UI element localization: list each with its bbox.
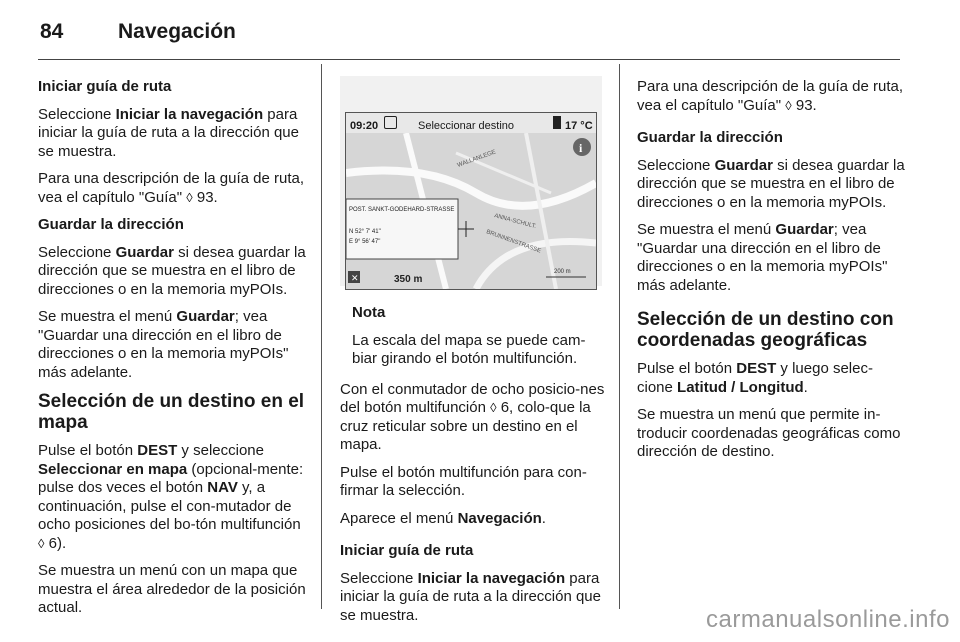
scale-distance: 350 m (394, 274, 423, 285)
paragraph: Para una descripción de la guía de ruta, vea el capítulo "Guía" ◊ 93. (637, 78, 904, 114)
paragraph: Seleccione Guardar si desea guardar la dirección que se muestra en el libro de direcciones o en la memoria myPOIs. (637, 156, 905, 211)
column-divider (619, 64, 620, 609)
map-graphic (346, 133, 596, 289)
menu-term: Iniciar la navegación (115, 105, 264, 123)
note-title: Nota (352, 304, 386, 321)
paragraph: Se muestra el menú Guardar; vea "Guardar una dirección en el libro de direcciones o en la memoria myPOIs" más adelante. (38, 308, 289, 381)
paragraph: Seleccione Iniciar la navegación para iniciar la guía de ruta a la dirección que se muestra. (340, 569, 601, 624)
nav-status-icon (384, 116, 397, 129)
paragraph: Con el conmutador de ocho posicio-nes del botón multifunción ◊ 6, colo-que la cruz reticular sobre un destino en el mapa. (340, 380, 605, 453)
temperature: 17 °C (565, 120, 593, 132)
note-text: La escala del mapa se puede cam-biar girando el botón multifunción. (352, 331, 586, 367)
section-title-map-destination: Selección de un destino en el mapa (38, 391, 305, 433)
page-header (38, 14, 900, 58)
paragraph: Pulse el botón multifunción para con-firmar la selección. (340, 463, 587, 499)
header-divider (38, 59, 900, 60)
reference-arrow-icon: ◊ (186, 189, 193, 205)
street-label: ANNA-SCHULT. (493, 213, 537, 231)
paragraph: Se muestra un menú que permite in-troducir coordenadas geográficas como dirección de destino. (637, 406, 901, 460)
note (352, 304, 605, 369)
paragraph: Aparece el menú Navegación. (340, 509, 546, 527)
nav-screen (345, 112, 597, 290)
page-number: 84 (40, 20, 64, 43)
paragraph: Pulse el botón DEST y luego selec-cione Latitud / Longitud. (637, 360, 873, 396)
clock: 09:20 (350, 120, 379, 132)
popup-longitude: E 9° 56' 47" (349, 239, 381, 245)
paragraph: Se muestra el menú Guardar; vea "Guardar una dirección en el libro de direcciones o en la memoria myPOIs" más adelante. (637, 221, 888, 294)
thermometer-icon (553, 116, 561, 129)
close-icon-glyph: ✕ (351, 273, 359, 283)
reference-arrow-icon: ◊ (785, 97, 792, 113)
reference-arrow-icon: ◊ (38, 535, 45, 551)
popup-latitude: N 52° 7' 41" (349, 229, 381, 235)
street-label: BRUNNENSTRASSE (485, 229, 542, 255)
paragraph: Seleccione Iniciar la navegación para iniciar la guía de ruta a la dirección que se muestra. (38, 105, 299, 160)
column-left (38, 78, 308, 627)
scale-bar-label: 200 m (554, 269, 571, 275)
column-divider (321, 64, 322, 609)
info-icon-glyph: i (579, 141, 583, 155)
watermark: carmanualsonline.info (706, 606, 950, 633)
subheading-start-route: Iniciar guía de ruta (38, 78, 172, 95)
navigation-screenshot (340, 76, 602, 286)
column-right (637, 78, 907, 471)
popup-street: POST. SANKT-GODEHARD-STRASSE (349, 207, 455, 213)
street-label: WALLANLEGE (456, 149, 497, 169)
subheading-save-address: Guardar la dirección (637, 129, 783, 146)
page-title: Navegación (118, 20, 236, 43)
screen-title: Seleccionar destino (418, 120, 515, 132)
subheading-start-route: Iniciar guía de ruta (340, 542, 474, 559)
section-title-coordinates: Selección de un destino con coordenadas geográficas (637, 309, 894, 351)
map-view (346, 133, 596, 289)
subheading-save-address: Guardar la dirección (38, 216, 184, 233)
menu-term: Guardar (176, 308, 235, 325)
paragraph: Se muestra un menú con un mapa que muestra el área alrededor de la posición actual. (38, 562, 306, 616)
nav-topbar (346, 113, 596, 134)
paragraph: Seleccione Guardar si desea guardar la dirección que se muestra en el libro de direcciones o en la memoria myPOIs. (38, 243, 306, 298)
column-middle (340, 78, 605, 634)
menu-term: Guardar (115, 243, 174, 261)
paragraph: Pulse el botón DEST y seleccione Seleccionar en mapa (opcional-mente: pulse dos veces el botón NAV y, a continuación, pulse el con-mutador de ocho posiciones del bo-tón multifunción ◊ 6). (38, 442, 304, 552)
paragraph: Para una descripción de la guía de ruta, vea el capítulo "Guía" ◊ 93. (38, 170, 305, 206)
reference-arrow-icon: ◊ (490, 400, 497, 415)
